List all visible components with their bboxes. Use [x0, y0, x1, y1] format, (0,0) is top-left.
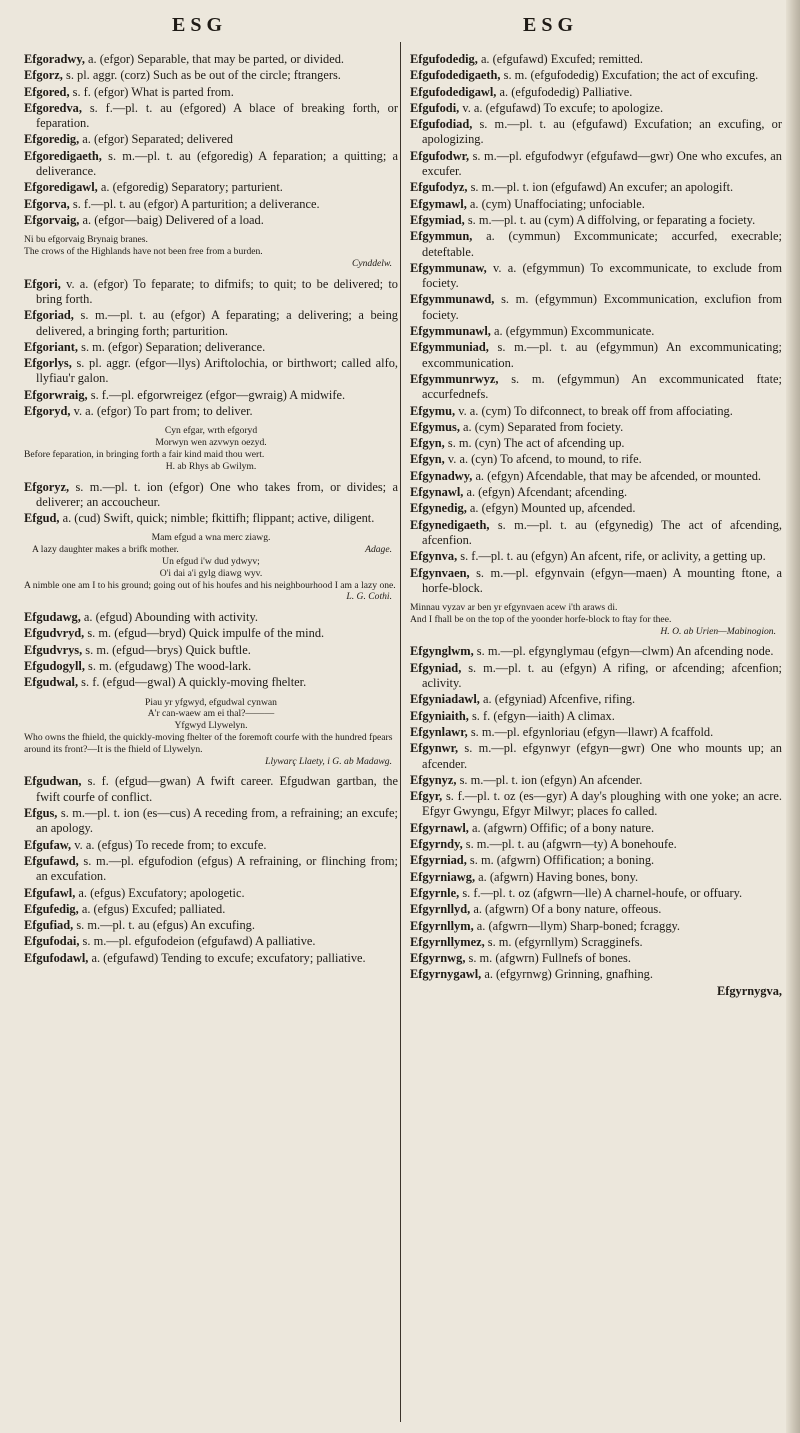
entry-definition: a. (afgwrn) Offific; of a bony nature.	[471, 820, 655, 835]
citation-source: H. O. ab Urien—Mabinogion.	[660, 625, 776, 637]
dictionary-entry	[24, 918, 398, 933]
dictionary-entry	[410, 773, 782, 788]
entry-headword: Efgufodai,	[24, 934, 80, 949]
entry-headword: Efgynawl,	[410, 485, 464, 500]
entry-headword: Efgyn,	[410, 436, 445, 451]
dictionary-entry	[24, 774, 398, 805]
entry-definition: a. (efgyniad) Afcenfive, rifing.	[483, 692, 636, 707]
entry-definition: s. m.—pl. efgufodwyr (efgufawd—gwr) One who excufes, an excufer.	[422, 148, 782, 179]
citation-welsh: Yfgwyd Llywelyn.	[174, 720, 248, 732]
entry-definition: s. f. (efgud—gwan) A fwift career. Efgudwan gartban, the fwift courfe of conflict.	[36, 774, 398, 804]
entry-headword: Efgynedig,	[410, 501, 467, 516]
entry-definition: a. (efgyn) Afcendable, that may be afcended, or mounted.	[475, 468, 761, 483]
entry-headword: Efgyrniawg,	[410, 869, 476, 884]
dictionary-entry	[410, 149, 782, 180]
entry-headword: Efgyr,	[410, 789, 443, 804]
entry-definition: s. m. (efgudawg) The wood-lark.	[88, 659, 252, 674]
dictionary-entry	[24, 675, 398, 690]
citation-welsh: Minnau vyzav ar ben yr efgynvaen acew i'th araws di.	[410, 602, 618, 614]
entry-headword: Efgymu,	[410, 403, 456, 418]
dictionary-entry	[410, 919, 782, 934]
entry-definition: a. (efgufawd) Tending to excufe; excufatory; palliative.	[91, 950, 366, 965]
entry-definition: s. m. (efgor) Separation; deliverance.	[81, 339, 266, 354]
entry-headword: Efgoriad,	[24, 308, 74, 323]
entry-headword: Efgyniaith,	[410, 708, 469, 723]
dictionary-entry	[410, 117, 782, 148]
dictionary-entry	[410, 469, 782, 484]
dictionary-entry	[24, 806, 398, 837]
entry-definition: v. a. (efgufawd) To excufe; to apologize.	[462, 100, 664, 115]
dictionary-entry	[24, 388, 398, 403]
entry-group	[24, 277, 398, 420]
entry-headword: Efgymus,	[410, 419, 460, 434]
entry-definition: s. pl. aggr. (corz) Such as be out of the circle; ftrangers.	[66, 68, 341, 83]
entry-headword: Efgyrnllym,	[410, 918, 474, 933]
entry-group	[24, 52, 398, 228]
entry-definition: s. m.—pl. efgufodion (efgus) A refraining, or flinching from; an excufation.	[36, 853, 398, 884]
dictionary-entry	[410, 372, 782, 403]
citation-welsh: Piau yr yfgwyd, efgudwal cynwan	[145, 696, 277, 708]
citation-welsh: Un efgud i'w dud ydwyv;	[162, 556, 260, 567]
entry-definition: s. f.—pl. efgorwreigez (efgor—gwraig) A midwife.	[90, 387, 346, 402]
entry-headword: Efgoryz,	[24, 479, 70, 494]
entry-definition: s. f.—pl. t. au (efgyn) An afcent, rife, or aclivity, a getting up.	[460, 549, 766, 564]
entry-headword: Efgyrnygawl,	[410, 967, 482, 982]
dictionary-entry	[24, 356, 398, 387]
dictionary-entry	[24, 85, 398, 100]
entry-headword: Efgori,	[24, 276, 61, 291]
right-column	[410, 52, 782, 1422]
citation	[24, 234, 398, 269]
entry-headword: Efgynwr,	[410, 741, 459, 756]
entry-headword: Efgoryd,	[24, 404, 71, 419]
entry-headword: Efgudvrys,	[24, 642, 83, 657]
citation	[24, 532, 398, 603]
entry-definition: a. (efgor) Separated; delivered	[82, 132, 233, 147]
dictionary-entry	[24, 854, 398, 885]
dictionary-entry	[24, 308, 398, 339]
dictionary-entry	[24, 643, 398, 658]
entry-definition: a. (cymmun) Excommunicate; accurfed, execrable; deteftable.	[422, 229, 782, 259]
entry-definition: s. m. (efgyrnllym) Scragginefs.	[487, 934, 643, 949]
entry-definition: s. f.—pl. t. oz (afgwrn—lle) A charnel-houfe, or offuary.	[462, 885, 743, 900]
dictionary-entry	[410, 68, 782, 83]
entry-headword: Efgudvryd,	[24, 626, 85, 641]
entry-definition: a. (afgwrn) Of a bony nature, offeous.	[473, 902, 662, 917]
column-divider	[400, 42, 401, 1422]
entry-headword: Efgudogyll,	[24, 659, 85, 674]
entry-headword: Efgufodyz,	[410, 180, 468, 195]
dictionary-entry	[410, 951, 782, 966]
entry-headword: Efgudwal,	[24, 675, 79, 690]
entry-definition: s. m.—pl. t. ion (es—cus) A receding from, a refraining; an excufe; an apology.	[36, 806, 398, 836]
entry-definition: s. m.—pl. t. au (efgor) A feparating; a delivering; a being delivered, a bringing forth; parturition.	[36, 308, 398, 338]
entry-definition: s. m. (efgymmun) Excommunication, exclufion from fociety.	[422, 292, 782, 322]
dictionary-entry	[410, 213, 782, 228]
entry-headword: Efgynva,	[410, 549, 458, 564]
dictionary-entry	[410, 261, 782, 292]
citation-welsh: A'r can-waew am ei thal?———	[147, 708, 275, 720]
entry-definition: v. a. (efgymmun) To excommunicate, to exclude from fociety.	[422, 260, 782, 291]
citation	[410, 602, 782, 637]
dictionary-entry	[410, 692, 782, 707]
citation-row	[24, 544, 398, 556]
entry-headword: Efgynedigaeth,	[410, 517, 490, 532]
entry-definition: s. m. (efgymmun) An excommunicated ftate; accurfednefs.	[422, 371, 782, 402]
dictionary-entry	[24, 132, 398, 147]
citation-english: And I fhall be on the top of the yoonder horfe-block to ftay for thee.	[410, 613, 672, 625]
entry-definition: s. m.—pl. efgynvain (efgyn—maen) A mounting ftone, a horfe-block.	[422, 565, 782, 595]
entry-headword: Efgufiad,	[24, 918, 74, 933]
dictionary-entry	[410, 902, 782, 917]
left-column	[24, 52, 398, 1422]
entry-definition: s. m.—pl. efgynglymau (efgyn—clwm) An afcending node.	[476, 644, 774, 659]
entry-headword: Efgufaw,	[24, 837, 72, 852]
dictionary-entry	[410, 197, 782, 212]
entry-definition: v. a. (cym) To difconnect, to break off from affociating.	[458, 403, 733, 418]
entry-definition: s. f. (efgyn—iaith) A climax.	[471, 708, 615, 723]
entry-definition: s. m.—pl. efgynwyr (efgyn—gwr) One who mounts up; an afcender.	[422, 741, 782, 771]
citation	[24, 697, 398, 768]
dictionary-entry	[410, 709, 782, 724]
entry-headword: Efgyn,	[410, 452, 445, 467]
entry-headword: Efgudwan,	[24, 774, 82, 789]
dictionary-entry	[410, 886, 782, 901]
entry-headword: Efgoredig,	[24, 132, 80, 147]
entry-headword: Efgorlys,	[24, 356, 72, 371]
dictionary-entry	[24, 511, 398, 526]
entry-group	[24, 610, 398, 690]
entry-definition: a. (efgus) Excufatory; apologetic.	[78, 885, 245, 900]
entry-definition: v. a. (efgor) To part from; to deliver.	[73, 404, 253, 419]
entry-group	[410, 644, 782, 982]
dictionary-entry	[410, 725, 782, 740]
dictionary-entry	[24, 838, 398, 853]
entry-headword: Efgyrnllymez,	[410, 934, 485, 949]
dictionary-entry	[24, 902, 398, 917]
entry-headword: Efgorva,	[24, 196, 70, 211]
entry-headword: Efgyrnawl,	[410, 820, 469, 835]
entry-definition: a. (afgwrn) Having bones, bony.	[478, 869, 639, 884]
citation-source: L. G. Cothi.	[346, 591, 392, 603]
entry-definition: v. a. (efgus) To recede from; to excufe.	[74, 837, 267, 852]
entry-headword: Efgufodedigawl,	[410, 84, 497, 99]
entry-definition: a. (cud) Swift, quick; nimble; fkittifh; flippant; active, diligent.	[62, 511, 375, 526]
entry-definition: a. (efgyn) Mounted up, afcended.	[469, 501, 636, 516]
dictionary-entry	[410, 837, 782, 852]
entry-definition: s. m. (efgud—brys) Quick buftle.	[85, 642, 251, 657]
entry-definition: s. f.—pl. t. au (efgored) A blace of breaking forth, or feparation.	[36, 100, 398, 131]
entry-definition: s. m. (efgufodedig) Excufation; the act of excufing.	[503, 68, 759, 83]
entry-headword: Efgynadwy,	[410, 468, 473, 483]
entry-definition: a. (efgymmun) Excommunicate.	[494, 324, 655, 339]
entry-definition: a. (afgwrn—llym) Sharp-boned; fcraggy.	[476, 918, 681, 933]
entry-headword: Efgymmunrwyz,	[410, 371, 499, 386]
entry-headword: Efgynglwm,	[410, 644, 474, 659]
dictionary-entry	[410, 661, 782, 692]
entry-definition: s. m.—pl. t. au (efgus) An excufing.	[76, 918, 255, 933]
entry-headword: Efgorz,	[24, 68, 63, 83]
entry-headword: Efgymmunaw,	[410, 260, 487, 275]
dictionary-entry	[24, 340, 398, 355]
entry-headword: Efgud,	[24, 511, 60, 526]
entry-headword: Efgyniadawl,	[410, 692, 480, 707]
entry-definition: v. a. (efgor) To feparate; to difmifs; to quit; to be delivered; to bring forth.	[36, 276, 398, 306]
dictionary-entry	[410, 549, 782, 564]
dictionary-entry	[410, 52, 782, 67]
citation-source: H. ab Rhys ab Gwilym.	[165, 460, 257, 472]
entry-definition: s. m.—pl. efgynloriau (efgyn—llawr) A fcaffold.	[470, 724, 714, 739]
entry-definition: s. m.—pl. efgufodeion (efgufawd) A palliative.	[82, 934, 316, 949]
entry-headword: Efgorwraig,	[24, 387, 88, 402]
entry-definition: s. m. (efgud—bryd) Quick impulfe of the mind.	[87, 626, 325, 641]
entry-definition: s. f. (efgud—gwal) A quickly-moving fhelter.	[81, 675, 307, 690]
dictionary-entry	[410, 101, 782, 116]
entry-definition: s. f. (efgor) What is parted from.	[72, 84, 234, 99]
entry-headword: Efgufodedig,	[410, 52, 478, 66]
entry-headword: Efgudawg,	[24, 610, 81, 625]
entry-definition: s. f.—pl. t. au (efgor) A parturition; a deliverance.	[72, 196, 320, 211]
entry-headword: Efgyrndy,	[410, 837, 463, 852]
citation-source: Adage.	[365, 544, 392, 556]
page-edge-shadow	[786, 0, 800, 1433]
dictionary-entry	[410, 420, 782, 435]
dictionary-entry	[410, 967, 782, 982]
entry-headword: Efgymmuniad,	[410, 340, 489, 355]
citation-source: Cynddelw.	[351, 257, 392, 269]
dictionary-entry	[410, 404, 782, 419]
entry-headword: Efgufawd,	[24, 853, 79, 868]
citation-english: Who owns the fhield, the quickly-moving fhelter of the foremoft courfe with the hundred fpears around its front?—It is the fhield of Llywelyn.	[24, 732, 393, 755]
entry-headword: Efgyrnle,	[410, 885, 460, 900]
dictionary-entry	[24, 213, 398, 228]
dictionary-entry	[410, 85, 782, 100]
dictionary-entry	[24, 149, 398, 180]
entry-definition: v. a. (cyn) To afcend, to mound, to rife.	[447, 452, 642, 467]
citation-english: A lazy daughter makes a brifk mother.	[32, 544, 179, 556]
dictionary-entry	[24, 404, 398, 419]
dictionary-entry	[410, 180, 782, 195]
catchword	[410, 984, 782, 999]
dictionary-entry	[410, 935, 782, 950]
entry-headword: Efgymmun,	[410, 229, 473, 244]
entry-headword: Efgynvaen,	[410, 565, 470, 580]
entry-definition: s. m.—pl. t. au (afgwrn—ty) A bonehoufe.	[465, 837, 677, 852]
entry-definition: a. (efgor—baig) Delivered of a load.	[82, 212, 264, 227]
entry-definition: a. (efgyrnwg) Grinning, gnafhing.	[484, 967, 653, 982]
entry-headword: Efgoredigaeth,	[24, 148, 102, 163]
citation-welsh: Mam efgud a wna merc ziawg.	[151, 532, 271, 544]
entry-definition: s. m.—pl. t. au (cym) A diffolving, or feparating a fociety.	[467, 212, 756, 227]
dictionary-entry	[410, 501, 782, 516]
entry-headword: Efgufawl,	[24, 885, 76, 900]
entry-definition: s. f.—pl. t. oz (es—gyr) A day's ploughing with one yoke; an acre. Efgyr Gwyngu, Efgyr Milwyr; places fo called.	[422, 789, 782, 819]
entry-definition: s. m.—pl. t. au (efgynedig) The act of afcending, afcenfion.	[422, 517, 782, 547]
entry-headword: Efgufodawl,	[24, 950, 89, 965]
dictionary-entry	[410, 485, 782, 500]
dictionary-entry	[410, 566, 782, 597]
citation-english: A nimble one am I to his ground; going out of his houfes and his neighbourhood I am a lazy one.	[24, 579, 396, 591]
entry-headword: Efgufodedigaeth,	[410, 68, 501, 83]
dictionary-entry	[24, 101, 398, 132]
dictionary-entry	[24, 886, 398, 901]
dictionary-entry	[410, 340, 782, 371]
entry-definition: a. (efgus) Excufed; palliated.	[81, 901, 226, 916]
catchword-text: Efgyrnygva,	[716, 983, 782, 998]
dictionary-entry	[24, 626, 398, 641]
citation-english: The crows of the Highlands have not been free from a burden.	[24, 246, 263, 258]
dictionary-entry	[24, 180, 398, 195]
entry-headword: Efgymawl,	[410, 196, 467, 211]
entry-definition: a. (efgoredig) Separatory; parturient.	[100, 180, 283, 195]
citation-source: Llywarç Llaety, i G. ab Madawg.	[265, 755, 392, 767]
entry-group	[24, 774, 398, 966]
entry-headword: Efgored,	[24, 84, 70, 99]
entry-definition: s. m.—pl. t. au (efgufawd) Excufation; an excufing, or apologizing.	[422, 117, 782, 147]
dictionary-entry	[410, 518, 782, 549]
citation-welsh: Cyn efgar, wrth efgoryd	[164, 425, 258, 437]
entry-headword: Efgorvaig,	[24, 212, 80, 227]
entry-definition: a. (efgufodedig) Palliative.	[499, 84, 633, 99]
dictionary-entry	[410, 292, 782, 323]
entry-definition: a. (cym) Separated from fociety.	[463, 419, 624, 434]
entry-headword: Efgynyz,	[410, 772, 457, 787]
dictionary-entry	[410, 853, 782, 868]
dictionary-entry	[410, 870, 782, 885]
dictionary-entry	[410, 644, 782, 659]
citation-welsh: Ni bu efgorvaig Brynaig branes.	[24, 234, 148, 246]
entry-definition: s. m.—pl. t. ion (efgyn) An afcender.	[459, 772, 643, 787]
entry-headword: Efgymmunawl,	[410, 324, 491, 339]
citation-english: Before feparation, in bringing forth a fair kind maid thou wert.	[24, 448, 265, 460]
dictionary-entry	[410, 741, 782, 772]
dictionary-entry	[410, 452, 782, 467]
entry-definition: s. m. (afgwrn) Offification; a boning.	[469, 853, 655, 868]
entry-headword: Efgus,	[24, 806, 58, 821]
entry-headword: Efgymmunawd,	[410, 292, 495, 307]
entry-headword: Efgoredva,	[24, 100, 82, 115]
entry-headword: Efgyrniad,	[410, 853, 467, 868]
entry-definition: s. m.—pl. t. au (efgymmun) An excommunicating; excommunication.	[422, 340, 782, 370]
entry-definition: s. pl. aggr. (efgor—llys) Ariftolochia, or birthwort; called alfo, llyfiau'r galon.	[36, 356, 398, 386]
dictionary-entry	[24, 659, 398, 674]
dictionary-entry	[410, 229, 782, 260]
citation-welsh: Morwyn wen azvwyn oezyd.	[155, 437, 267, 449]
entry-group	[24, 480, 398, 527]
entry-definition: s. m. (afgwrn) Fullnefs of bones.	[468, 951, 631, 966]
entry-group	[410, 52, 782, 596]
dictionary-entry	[24, 480, 398, 511]
entry-definition: a. (cym) Unaffociating; unfociable.	[469, 196, 645, 211]
entry-definition: a. (efgor) Separable, that may be parted, or divided.	[88, 52, 345, 66]
dictionary-entry	[410, 436, 782, 451]
dictionary-entry	[24, 610, 398, 625]
entry-headword: Efgufedig,	[24, 901, 79, 916]
entry-definition: s. m.—pl. t. au (efgoredig) A feparation; a quitting; a deliverance.	[36, 148, 398, 179]
entry-definition: s. m.—pl. t. ion (efgufawd) An excufer; an apologift.	[470, 180, 734, 195]
entry-headword: Efgyrnwg,	[410, 951, 466, 966]
entry-headword: Efgymiad,	[410, 212, 465, 227]
dictionary-entry	[410, 821, 782, 836]
dictionary-entry	[410, 324, 782, 339]
entry-headword: Efgynlawr,	[410, 724, 468, 739]
citation	[24, 425, 398, 472]
entry-definition: a. (efgyn) Afcendant; afcending.	[466, 485, 628, 500]
entry-headword: Efgoredigawl,	[24, 180, 98, 195]
entry-definition: s. m.—pl. t. au (efgyn) A rifing, or afcending; afcenfion; aclivity.	[422, 660, 782, 691]
dictionary-entry	[24, 277, 398, 308]
entry-definition: a. (efgufawd) Excufed; remitted.	[480, 52, 643, 66]
entry-headword: Efgyniad,	[410, 660, 462, 675]
entry-definition: s. m.—pl. t. ion (efgor) One who takes from, or divides; a deliverer; an accoucheur.	[36, 479, 398, 509]
entry-headword: Efgoriant,	[24, 339, 79, 354]
entry-definition: a. (efgud) Abounding with activity.	[83, 610, 258, 625]
dictionary-entry	[24, 197, 398, 212]
entry-definition: s. m. (cyn) The act of afcending up.	[447, 436, 625, 451]
entry-headword: Efgufodiad,	[410, 117, 473, 132]
dictionary-entry	[24, 68, 398, 83]
dictionary-entry	[410, 789, 782, 820]
dictionary-entry	[24, 934, 398, 949]
entry-headword: Efgoradwy,	[24, 52, 85, 66]
citation-welsh: O'i dai a'i gylg diawg wyv.	[159, 567, 263, 579]
running-header-right: ESG	[523, 14, 579, 36]
entry-headword: Efgufodi,	[410, 100, 460, 115]
entry-headword: Efgyrnllyd,	[410, 902, 471, 917]
entry-headword: Efgufodwr,	[410, 148, 470, 163]
dictionary-entry	[24, 951, 398, 966]
dictionary-entry	[24, 52, 398, 67]
running-header-left: ESG	[172, 14, 228, 36]
